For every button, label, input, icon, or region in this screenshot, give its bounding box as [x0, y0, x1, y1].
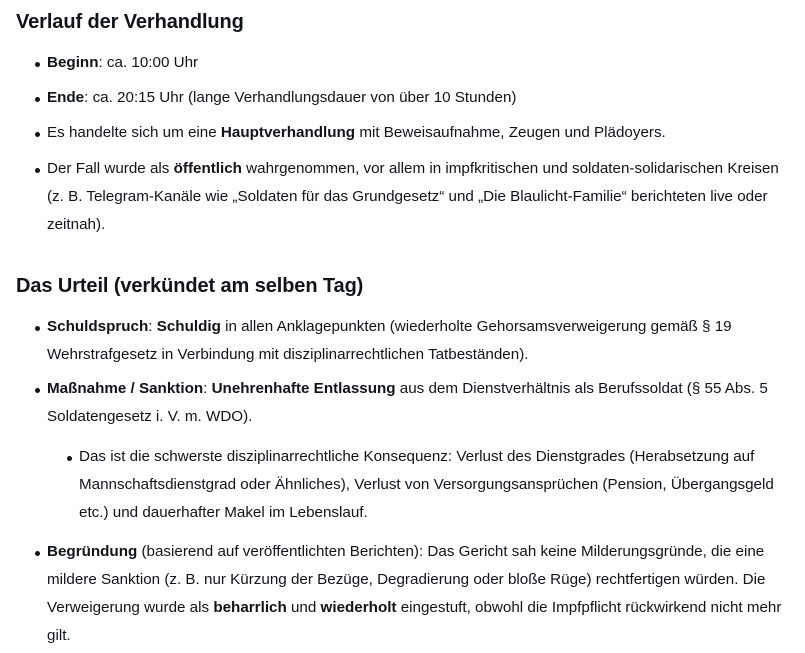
list-item-hauptverhandlung [47, 119, 792, 147]
text: : [148, 318, 157, 335]
text: Das ist die schwerste disziplinarrechtliche Konsequenz: Verlust des Dienstgrades (Herabsetzung auf Mannschaftsdienstgrad oder Ähnliches), Verlust von Versorgungsansprüchen (Pension, Übergangsgeld etc.) und dauerhafter Makel im Lebenslauf. [79, 448, 774, 521]
text: aus dem Dienstverhältnis als Berufssoldat (§ 55 Abs. 5 Soldatengesetz i. V. m. WDO). [47, 380, 768, 425]
list-item-beginn [47, 49, 792, 77]
list-item-konsequenz [79, 443, 784, 527]
list-item-schuldspruch [47, 313, 792, 369]
label-begruendung: Begründung [47, 543, 138, 560]
text: und [286, 599, 321, 616]
list-item-begruendung [47, 538, 792, 650]
label-sanktion: Maßnahme / Sanktion [47, 380, 204, 397]
text: : [203, 380, 212, 397]
emphasis: beharrlich [213, 599, 287, 616]
label-beginn: Beginn [47, 54, 99, 71]
label-ende: Ende [47, 89, 85, 106]
text: eingestuft, obwohl die Impfpflicht rückwirkend nicht mehr gilt. [47, 599, 782, 644]
list-item-sanktion [47, 375, 792, 431]
emphasis: wiederholt [320, 599, 397, 616]
emphasis: Schuldig [156, 318, 221, 335]
value-ende: : ca. 20:15 Uhr (lange Verhandlungsdauer von über 10 Stunden) [84, 89, 517, 106]
text: (basierend auf veröffentlichten Berichten): Das Gericht sah keine Milderungsgründe, die eine mildere Sanktion (z. B. nur Kürzung der Bezüge, Degradierung oder bloße Rüge) rechtfertigen würden. Die Verweigerung wurde als [47, 543, 766, 616]
list-item-oeffentlich [47, 155, 792, 239]
emphasis: öffentlich [173, 160, 242, 177]
text: in allen Anklagepunkten (wiederholte Gehorsamsverweigerung gemäß § 19 Wehrstrafgesetz in Verbindung mit disziplinarrechtlichen Tatbeständen). [47, 318, 732, 363]
emphasis: Unehrenhafte Entlassung [211, 380, 396, 397]
text: mit Beweisaufnahme, Zeugen und Plädoyers. [355, 124, 666, 141]
label-schuldspruch: Schuldspruch [47, 318, 149, 335]
text: wahrgenommen, vor allem in impfkritischen und soldaten-solidarischen Kreisen (z. B. Telegram-Kanäle wie „Soldaten für das Grundgesetz“ und „Die Blaulicht-Familie“ berichteten live oder zeitnah). [47, 160, 779, 233]
value-beginn: : ca. 10:00 Uhr [98, 54, 199, 71]
section-heading-verlauf: Verlauf der Verhandlung [16, 11, 244, 33]
list-item-ende [47, 84, 792, 112]
section-heading-urteil: Das Urteil (verkündet am selben Tag) [16, 275, 364, 297]
emphasis: Hauptverhandlung [220, 124, 356, 141]
text: Es handelte sich um eine [47, 124, 221, 141]
text: Der Fall wurde als [47, 160, 174, 177]
